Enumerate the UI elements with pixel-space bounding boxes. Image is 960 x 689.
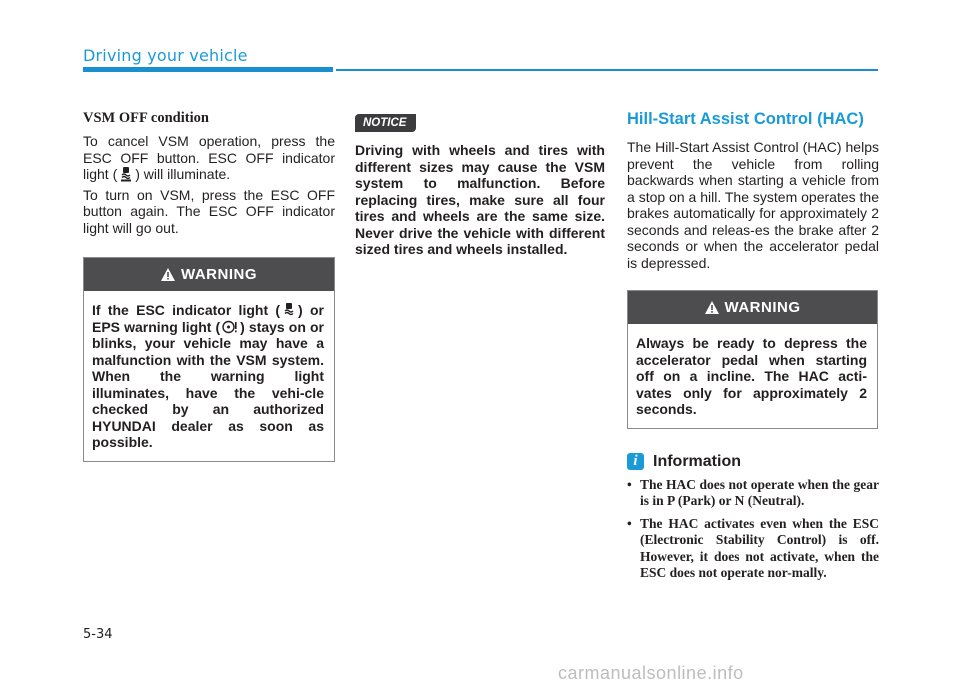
info-icon: i (627, 453, 644, 470)
information-bullets (627, 477, 879, 582)
eps-warning-icon (222, 319, 238, 335)
warning-body: If the ESC indicator light ( ) or EPS warning light ( ) stays on or blinks, your vehicle may have a malfunction with the VSM system. When the warning light illuminates, have the vehi-cle checked by an authorized HYUNDAI dealer as soon as possible. (92, 302, 324, 450)
warning-box-hac (627, 290, 878, 429)
vsm-off-heading: VSM OFF condition (83, 110, 209, 126)
esc-off-indicator-icon (119, 166, 133, 182)
warning-box-esc (83, 257, 335, 462)
hac-title: Hill-Start Assist Control (HAC) (627, 110, 864, 128)
header-rule-thin (336, 69, 878, 71)
warning-header: WARNING (628, 291, 877, 324)
section-title: Driving your vehicle (83, 46, 248, 65)
notice-text: Driving with wheels and tires with different sizes may cause the VSM system to malfunction. Before replacing tires, make sure all four tires and wheels are the same size. Never drive the vehicle with different sized tires and wheels installed. (355, 142, 605, 257)
column-right (627, 110, 879, 588)
page-number: 5-34 (83, 627, 113, 642)
vsm-off-paragraph-2: To turn on VSM, press the ESC OFF button again. The ESC OFF indicator light will go out. (83, 186, 335, 236)
vsm-off-paragraph-1: To cancel VSM operation, press the ESC OFF button. ESC OFF indicator light ( ) will illuminate. (83, 133, 335, 182)
information-title: Information (653, 452, 741, 470)
watermark: carmanualsonline.info (558, 663, 744, 683)
notice-badge: NOTICE (355, 114, 416, 132)
header-rule-thick (83, 67, 333, 72)
column-left (83, 110, 335, 462)
warning-triangle-icon (705, 301, 719, 314)
esc-indicator-icon (282, 302, 296, 318)
information-header (627, 453, 879, 471)
column-middle (355, 113, 605, 258)
list-item: • The HAC does not operate when the gear is in P (Park) or N (Neutral). (627, 476, 879, 508)
list-item: • The HAC activates even when the ESC (Electronic Stability Control) is off. However, it does not activate, when the ESC does not operate nor-mally. (627, 515, 879, 580)
warning-triangle-icon (161, 268, 175, 281)
warning-body: Always be ready to depress the accelerator pedal when starting off on a incline. The HAC acti-vates only for approximately 2 seconds. (636, 335, 867, 417)
hac-description: The Hill-Start Assist Control (HAC) helps prevent the vehicle from rolling backwards when starting a vehicle from a stop on a hill. The system operates the brakes automatically for approximately 2 seconds and releas-es the brake after 2 seconds or when the accelerator pedal is depressed. (627, 139, 879, 271)
warning-header: WARNING (84, 258, 334, 291)
